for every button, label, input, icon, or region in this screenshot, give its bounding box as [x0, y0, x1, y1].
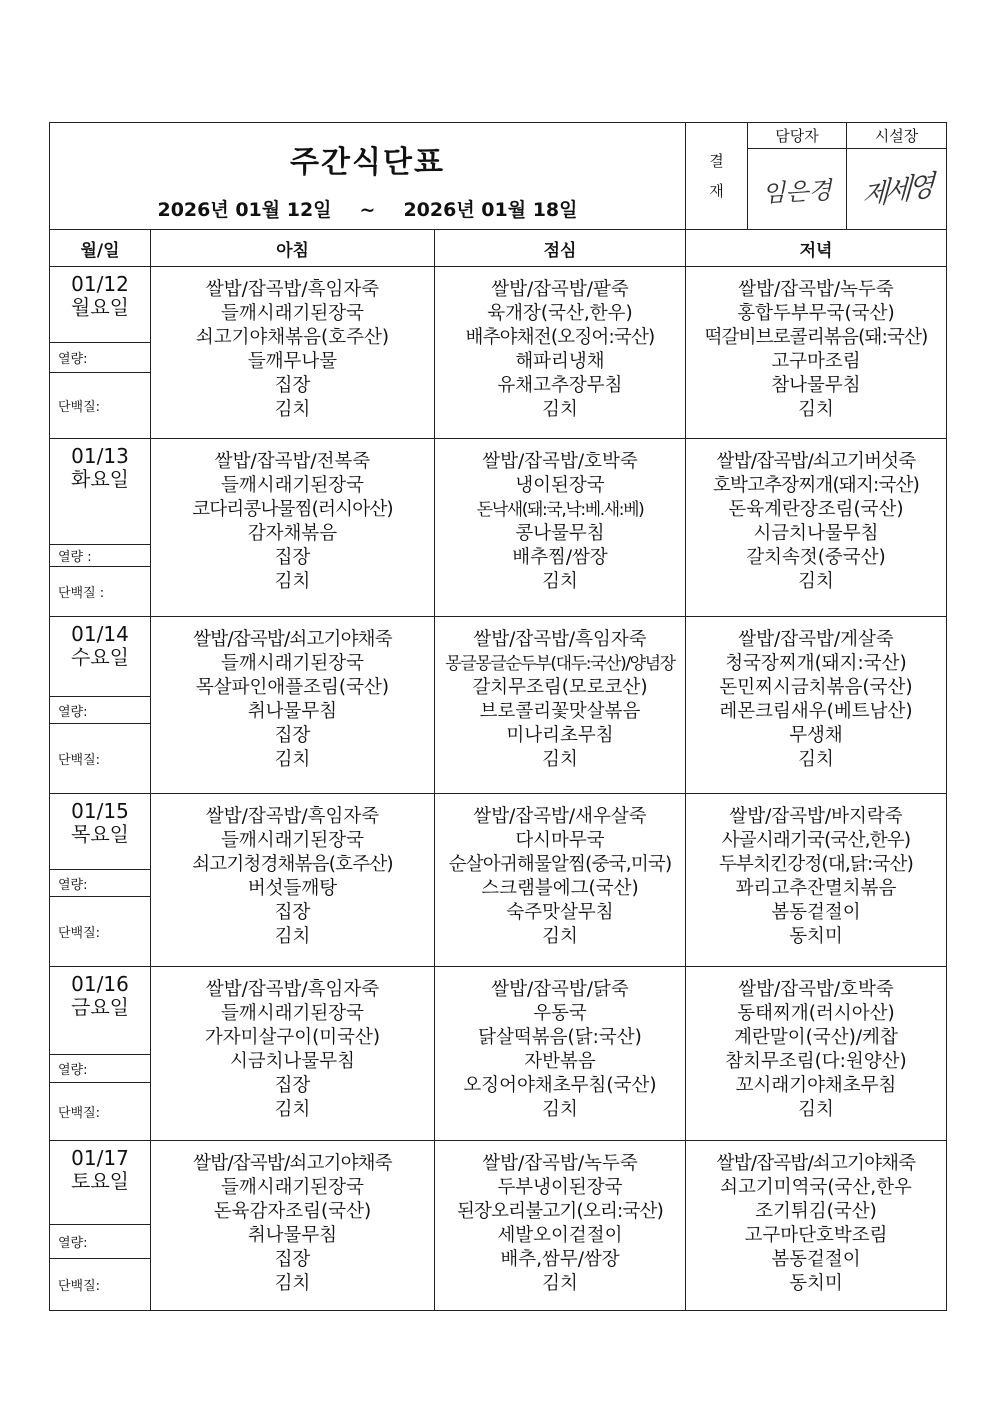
dinner-item: 고구마조림 — [771, 351, 861, 372]
breakfast-item: 가자미살구이(미국산) — [204, 1027, 381, 1048]
approver-1-title: 담당자 — [748, 123, 847, 149]
day-weekday: 토요일 — [71, 1169, 129, 1193]
lunch-item: 김치 — [542, 571, 578, 592]
dinner-item: 시금치나물무침 — [753, 523, 879, 544]
dinner-item: 봄동겉절이 — [771, 902, 861, 923]
dinner-item: 참치무조림(다:원양산) — [725, 1051, 907, 1072]
day-date: 01/15 — [71, 799, 129, 823]
lunch-item: 쌀밥/잡곡밥/호박죽 — [482, 451, 638, 472]
dinner-item: 동치미 — [789, 926, 843, 947]
day-date: 01/16 — [71, 972, 129, 996]
dinner-item: 고구마단호박조림 — [744, 1225, 888, 1246]
dinner-item: 꽈리고추잔멸치볶음 — [735, 878, 897, 899]
dinner-item: 레몬크림새우(베트남산) — [719, 701, 913, 722]
dinner-cell — [686, 967, 947, 1141]
lunch-item: 배추찜/쌈장 — [512, 547, 608, 568]
approval-char-1: 결 — [709, 152, 724, 170]
col-dinner: 저녁 — [686, 230, 947, 267]
breakfast-item: 돈육감자조림(국산) — [213, 1201, 372, 1222]
page-title: 주간식단표 — [290, 145, 445, 180]
dinner-item: 쌀밥/잡곡밥/게살죽 — [738, 629, 894, 650]
col-breakfast: 아침 — [151, 230, 435, 267]
lunch-item: 갈치무조림(모로코산) — [472, 677, 648, 698]
lunch-item: 다시마무국 — [515, 830, 605, 851]
signature-box-2 — [847, 149, 947, 230]
lunch-item: 배추,쌈무/쌈장 — [500, 1249, 620, 1270]
dinner-cell — [686, 1141, 947, 1311]
dinner-item: 김치 — [798, 749, 834, 770]
lunch-cell — [435, 967, 686, 1141]
breakfast-cell — [151, 267, 435, 439]
lunch-item: 미나리초무침 — [506, 725, 614, 746]
lunch-item: 자반볶음 — [524, 1051, 596, 1072]
day-row — [50, 439, 947, 545]
breakfast-item: 집장 — [274, 375, 311, 396]
approval-label — [686, 123, 748, 230]
dinner-item: 쇠고기미역국(국산,한우 — [720, 1177, 912, 1198]
signature-1: 임은경 — [761, 175, 833, 208]
lunch-item: 쌀밥/잡곡밥/닭죽 — [491, 979, 629, 1000]
lunch-item: 쌀밥/잡곡밥/흑임자죽 — [473, 629, 647, 650]
menu-table — [49, 229, 947, 1311]
breakfast-item: 들깨시래기된장국 — [221, 303, 364, 324]
day-weekday: 금요일 — [71, 995, 129, 1019]
lunch-item: 유채고추장무침 — [497, 375, 623, 396]
dinner-item: 조기튀김(국산) — [755, 1201, 877, 1222]
header-table — [49, 122, 947, 230]
dinner-item: 쌀밥/잡곡밥/녹두죽 — [738, 279, 894, 300]
breakfast-item: 들깨무나물 — [247, 351, 338, 372]
dinner-cell — [686, 439, 947, 617]
dinner-item: 갈치속젓(중국산) — [746, 547, 886, 568]
day-date: 01/13 — [71, 444, 129, 468]
day-date-cell — [50, 1141, 151, 1225]
day-weekday: 월요일 — [71, 295, 129, 319]
dinner-item: 청국장찌개(돼지:국산) — [725, 653, 907, 674]
day-row — [50, 1141, 947, 1225]
dinner-item: 사골시래기국(국산,한우) — [721, 830, 911, 851]
lunch-item: 쌀밥/잡곡밥/새우살죽 — [473, 806, 647, 827]
col-date: 월/일 — [50, 230, 151, 267]
breakfast-item: 감자채볶음 — [247, 523, 338, 544]
breakfast-item: 들깨시래기된장국 — [221, 653, 364, 674]
breakfast-item: 들깨시래기된장국 — [221, 1177, 364, 1198]
protein-label: 단백질: — [50, 897, 151, 967]
dinner-item: 봄동겉절이 — [771, 1249, 861, 1270]
dinner-item: 쌀밥/잡곡밥/쇠고기야채죽 — [716, 1153, 916, 1174]
dinner-cell — [686, 267, 947, 439]
breakfast-cell — [151, 439, 435, 617]
approval-char-2: 재 — [709, 182, 724, 200]
breakfast-item: 집장 — [274, 725, 311, 746]
lunch-cell — [435, 439, 686, 617]
breakfast-item: 취나물무침 — [247, 1225, 338, 1246]
dinner-item: 참나물무침 — [771, 375, 861, 396]
dinner-item: 김치 — [798, 399, 834, 420]
day-date-cell — [50, 967, 151, 1055]
day-weekday: 수요일 — [71, 645, 129, 669]
calorie-label: 열량: — [50, 870, 151, 897]
day-date-cell — [50, 794, 151, 870]
breakfast-item: 쌀밥/잡곡밥/흑임자죽 — [205, 979, 380, 1000]
signature-box-1 — [748, 149, 847, 230]
breakfast-item: 집장 — [274, 902, 311, 923]
calorie-label: 열량: — [50, 1225, 151, 1259]
protein-label: 단백질: — [50, 1083, 151, 1141]
breakfast-item: 김치 — [274, 399, 311, 420]
dinner-item: 김치 — [798, 571, 834, 592]
lunch-item: 쌀밥/잡곡밥/녹두죽 — [482, 1153, 638, 1174]
lunch-item: 김치 — [542, 1099, 578, 1120]
breakfast-item: 김치 — [274, 926, 311, 947]
date-tilde: ~ — [359, 199, 376, 221]
day-row — [50, 267, 947, 343]
day-date-cell — [50, 439, 151, 545]
breakfast-item: 목살파인애플조림(국산) — [195, 677, 390, 698]
breakfast-item: 쌀밥/잡곡밥/흑임자죽 — [205, 279, 380, 300]
dinner-item: 쌀밥/잡곡밥/쇠고기버섯죽 — [716, 451, 916, 472]
breakfast-cell — [151, 617, 435, 794]
protein-label: 단백질: — [50, 1259, 151, 1311]
lunch-item: 닭살떡볶음(닭:국산) — [478, 1027, 642, 1048]
dinner-item: 두부치킨강정(대,닭:국산) — [718, 854, 914, 875]
lunch-item: 브로콜리꽃맛살볶음 — [479, 701, 641, 722]
calorie-label: 열량: — [50, 343, 151, 373]
dinner-item: 동태찌개(러시아산) — [737, 1003, 895, 1024]
breakfast-item: 쌀밥/잡곡밥/쇠고기야채죽 — [193, 629, 392, 650]
protein-label: 단백질: — [50, 724, 151, 794]
lunch-item: 김치 — [542, 749, 578, 770]
approver-2-title: 시설장 — [847, 123, 947, 149]
day-row — [50, 617, 947, 697]
breakfast-item: 김치 — [274, 1273, 311, 1294]
breakfast-item: 취나물무침 — [247, 701, 338, 722]
breakfast-item: 쌀밥/잡곡밥/흑임자죽 — [205, 806, 380, 827]
day-weekday: 목요일 — [71, 822, 129, 846]
lunch-item: 두부냉이된장국 — [497, 1177, 623, 1198]
calorie-label: 열량: — [50, 697, 151, 724]
lunch-item: 된장오리불고기(오리:국산) — [456, 1201, 664, 1222]
signature-2: 제세영 — [861, 168, 932, 213]
calorie-label: 열량 : — [50, 545, 151, 567]
dinner-item: 계란말이(국산)/케찹 — [734, 1027, 898, 1048]
breakfast-cell — [151, 967, 435, 1141]
lunch-cell — [435, 617, 686, 794]
day-date-cell — [50, 617, 151, 697]
dinner-item: 호박고추장찌개(돼지:국산) — [712, 475, 920, 496]
dinner-cell — [686, 617, 947, 794]
lunch-item: 돈낙새(돼:국,낙:베.새:베) — [476, 500, 644, 520]
column-header-row — [50, 230, 947, 267]
day-weekday: 화요일 — [71, 467, 129, 491]
dinner-cell — [686, 794, 947, 967]
dinner-item: 쌀밥/잡곡밥/호박죽 — [738, 979, 894, 1000]
breakfast-cell — [151, 1141, 435, 1311]
col-lunch: 점심 — [435, 230, 686, 267]
breakfast-item: 쌀밥/잡곡밥/전복죽 — [214, 451, 371, 472]
breakfast-item: 김치 — [274, 1099, 311, 1120]
day-date: 01/17 — [71, 1146, 129, 1170]
breakfast-item: 집장 — [274, 547, 311, 568]
date-to: 2026년 01월 18일 — [403, 199, 578, 221]
lunch-item: 숙주맛살무침 — [506, 902, 614, 923]
breakfast-item: 집장 — [274, 1075, 311, 1096]
dinner-item: 동치미 — [789, 1273, 843, 1294]
breakfast-item: 들깨시래기된장국 — [221, 830, 364, 851]
day-date-cell — [50, 267, 151, 343]
lunch-item: 쌀밥/잡곡밥/팥죽 — [491, 279, 629, 300]
breakfast-cell — [151, 794, 435, 967]
breakfast-item: 쇠고기청경채볶음(호주산) — [192, 854, 393, 875]
breakfast-item: 집장 — [274, 1249, 311, 1270]
dinner-item: 김치 — [798, 1099, 834, 1120]
dinner-item: 쌀밥/잡곡밥/바지락죽 — [729, 806, 903, 827]
lunch-cell — [435, 794, 686, 967]
breakfast-item: 시금치나물무침 — [229, 1051, 356, 1072]
day-date: 01/14 — [71, 622, 129, 646]
breakfast-item: 코다리콩나물찜(러시아산) — [192, 499, 393, 520]
lunch-item: 냉이된장국 — [515, 475, 605, 496]
breakfast-item: 김치 — [274, 571, 311, 592]
lunch-item: 세발오이겉절이 — [497, 1225, 623, 1246]
dinner-item: 떡갈비브로콜리볶음(돼:국산) — [704, 327, 928, 348]
lunch-item: 우동국 — [533, 1003, 587, 1024]
dinner-item: 꼬시래기야채초무침 — [735, 1075, 897, 1096]
dinner-item: 무생채 — [789, 725, 843, 746]
breakfast-item: 쌀밥/잡곡밥/쇠고기야채죽 — [193, 1153, 392, 1174]
lunch-item: 스크램블에그(국산) — [481, 878, 639, 899]
lunch-item: 김치 — [542, 399, 578, 420]
lunch-cell — [435, 267, 686, 439]
calorie-label: 열량: — [50, 1055, 151, 1083]
day-rows — [50, 267, 947, 1311]
title-area — [50, 123, 686, 230]
dinner-item: 홍합두부무국(국산) — [737, 303, 895, 324]
lunch-item: 오징어야채초무침(국산) — [463, 1075, 657, 1096]
lunch-item: 해파리냉채 — [515, 351, 605, 372]
lunch-item: 김치 — [542, 1273, 578, 1294]
lunch-item: 김치 — [542, 926, 578, 947]
lunch-item: 순살아귀해물알찜(중국,미국) — [448, 854, 672, 875]
breakfast-item: 들깨시래기된장국 — [221, 475, 364, 496]
lunch-cell — [435, 1141, 686, 1311]
meal-plan-sheet — [49, 122, 946, 1311]
day-row — [50, 794, 947, 870]
dinner-item: 돈민찌시금치볶음(국산) — [719, 677, 913, 698]
lunch-item: 몽글몽글순두부(대두:국산)/양념장 — [445, 654, 675, 674]
breakfast-item: 버섯들깨탕 — [247, 878, 338, 899]
date-range — [50, 195, 685, 222]
protein-label: 단백질 : — [50, 567, 151, 617]
lunch-item: 콩나물무침 — [515, 523, 605, 544]
date-from: 2026년 01월 12일 — [157, 199, 332, 221]
dinner-item: 돈육계란장조림(국산) — [728, 499, 904, 520]
lunch-item: 육개장(국산,한우) — [487, 303, 633, 324]
day-row — [50, 967, 947, 1055]
breakfast-item: 쇠고기야채볶음(호주산) — [195, 327, 390, 348]
breakfast-item: 들깨시래기된장국 — [221, 1003, 364, 1024]
day-date: 01/12 — [71, 272, 129, 296]
protein-label: 단백질: — [50, 373, 151, 439]
breakfast-item: 김치 — [274, 749, 311, 770]
lunch-item: 배추야채전(오징어:국산) — [465, 327, 655, 348]
